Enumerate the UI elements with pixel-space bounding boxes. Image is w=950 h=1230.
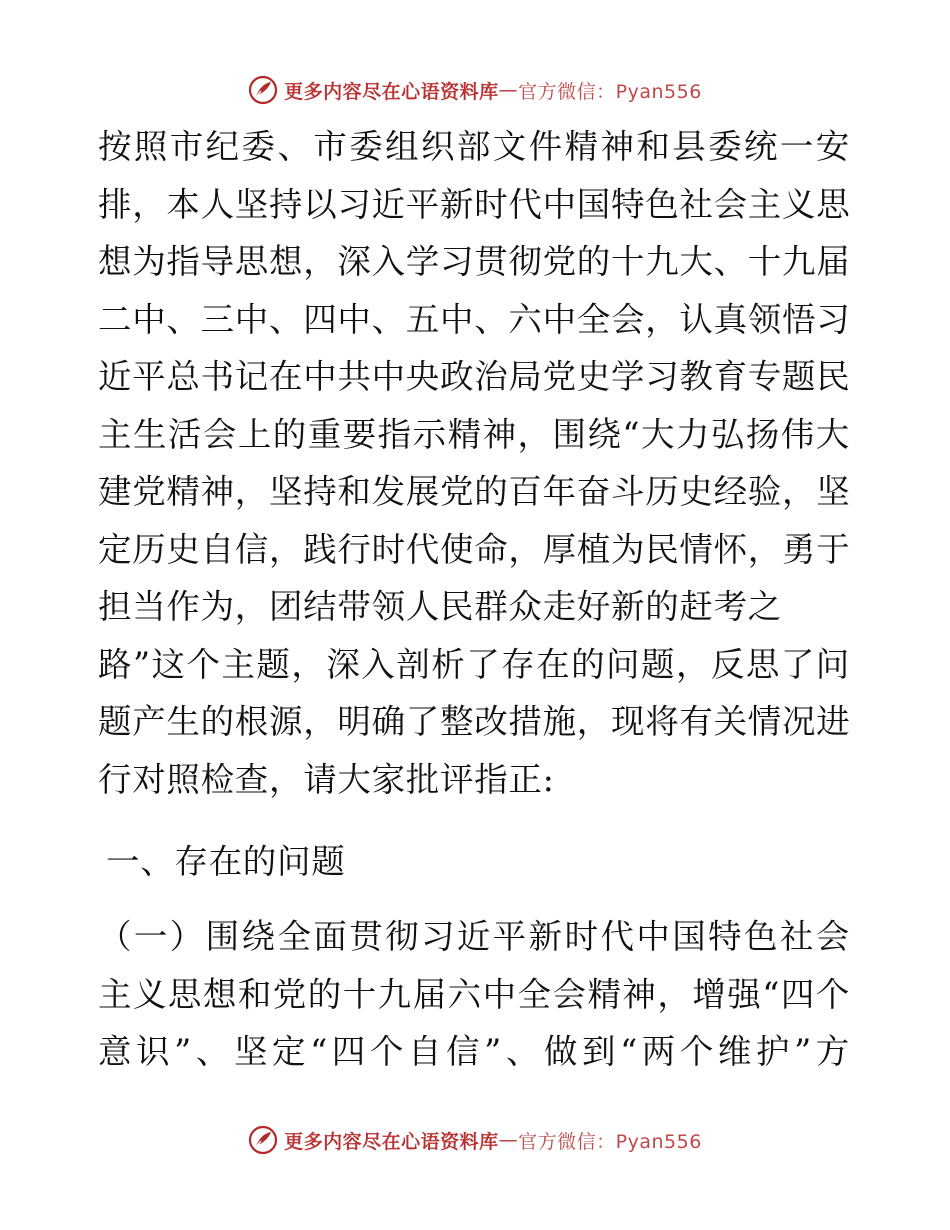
footer-watermark bbox=[0, 1120, 950, 1160]
text-line: 二中、三中、四中、五中、六中全会，认真领悟习 bbox=[98, 299, 851, 339]
text-line: 意识”、坚定“四个自信”、做到“两个维护”方 bbox=[98, 1032, 850, 1071]
watermark-separator: — bbox=[498, 1129, 519, 1151]
feather-pen-circle-icon bbox=[248, 75, 278, 105]
header-watermark bbox=[0, 70, 950, 110]
text-line: 题产生的根源，明确了整改措施，现将有关情况进 bbox=[98, 702, 851, 741]
watermark-tail-text: 官方微信：Pyan556 bbox=[518, 80, 702, 103]
text-line: 担当作为，团结带领人民群众走好新的赶考之 bbox=[98, 587, 782, 626]
text-line: 定历史自信，践行时代使命，厚植为民情怀，勇于 bbox=[98, 529, 851, 569]
watermark-tail-text: 官方微信：Pyan556 bbox=[518, 1130, 702, 1153]
watermark-separator: — bbox=[498, 79, 519, 101]
text-line: 按照市纪委、市委组织部文件精神和县委统一安 bbox=[98, 127, 850, 166]
text-line: 主生活会上的重要指示精神，围绕“大力弘扬伟大 bbox=[98, 414, 850, 454]
paragraph-intro bbox=[98, 118, 850, 808]
text-line: 建党精神，坚持和发展党的百年奋斗历史经验，坚 bbox=[98, 472, 851, 511]
watermark-main-text: 更多内容尽在心语资料库 bbox=[284, 80, 499, 103]
text-line: （一）围绕全面贯彻习近平新时代中国特色社会 bbox=[98, 917, 850, 956]
watermark-main-text: 更多内容尽在心语资料库 bbox=[284, 1130, 499, 1153]
text-line: 排，本人坚持以习近平新时代中国特色社会主义思 bbox=[98, 184, 851, 224]
text-line: 想为指导思想，深入学习贯彻党的十九大、十九届 bbox=[98, 242, 851, 281]
text-line: 近平总书记在中共中央政治局党史学习教育专题民 bbox=[98, 357, 851, 396]
document-body bbox=[98, 118, 850, 808]
paragraph-section-one bbox=[98, 908, 850, 1081]
document-body-section bbox=[98, 908, 850, 1081]
text-line: 行对照检查，请大家批评指正: bbox=[98, 759, 555, 799]
text-line: 主义思想和党的十九届六中全会精神，增强“四个 bbox=[98, 974, 850, 1014]
section-heading: 一、存在的问题 bbox=[106, 842, 346, 881]
text-line: 路”这个主题，深入剖析了存在的问题，反思了问 bbox=[98, 644, 850, 684]
feather-pen-circle-icon bbox=[248, 1125, 278, 1155]
